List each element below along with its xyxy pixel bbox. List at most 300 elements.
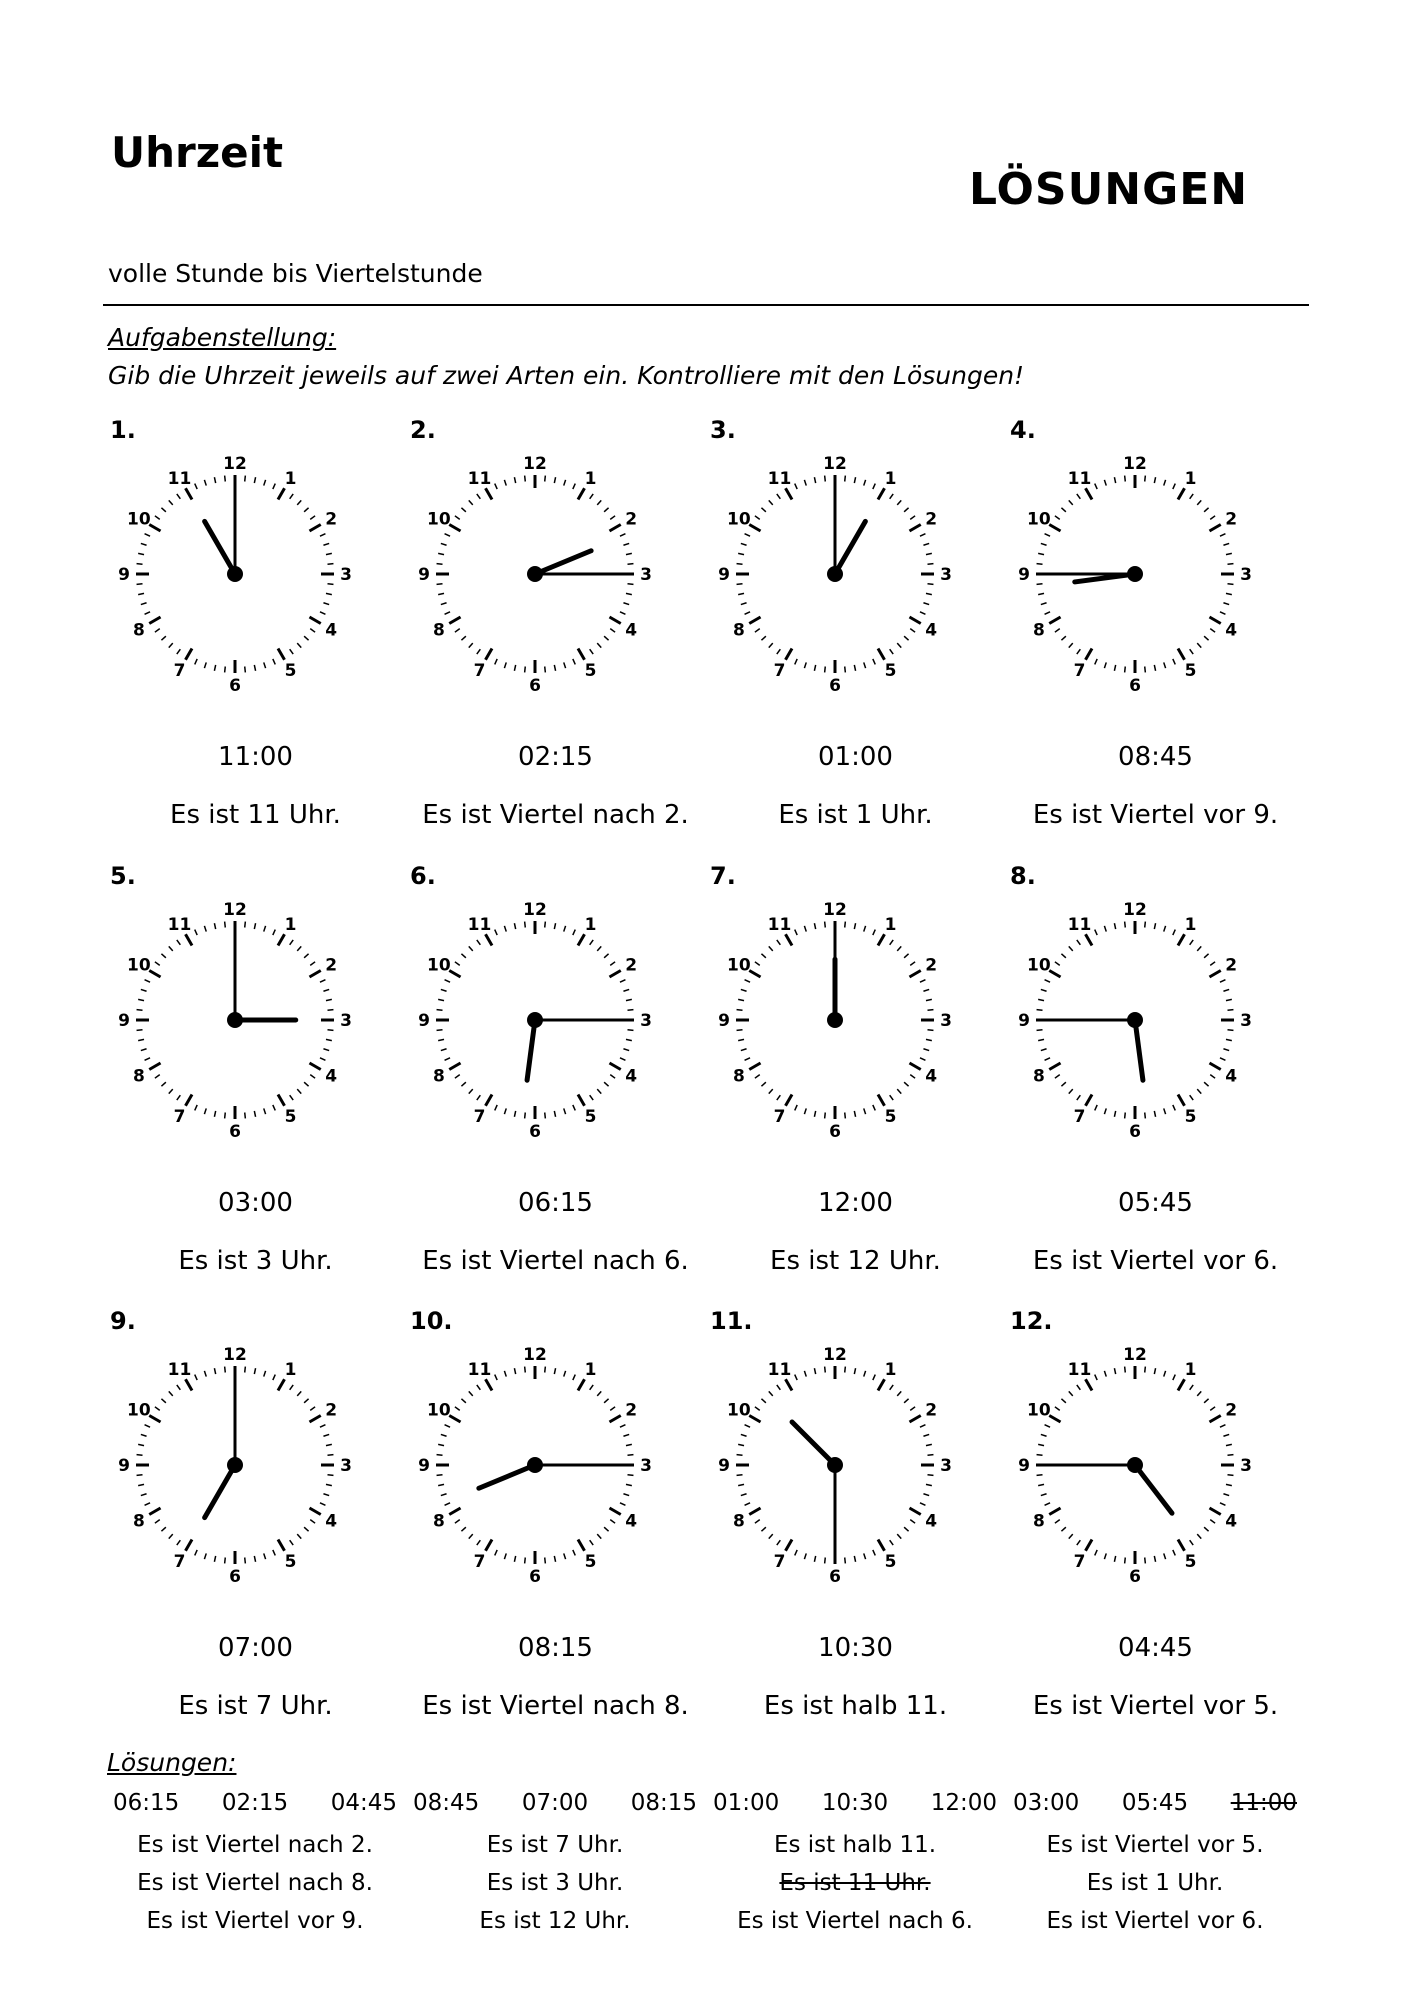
minute-tick [1190,1540,1194,1545]
minute-tick [1223,603,1229,605]
minute-tick [525,666,526,672]
clock-number: 11 [767,468,792,489]
minute-tick [1210,629,1215,633]
exercise-7 [705,862,1006,1302]
clock-number: 1 [284,914,297,935]
hour-tick [749,1063,760,1070]
minute-tick [161,508,165,512]
clock-number: 9 [118,1456,130,1476]
minute-tick [137,564,143,565]
minute-tick [627,564,633,565]
minute-tick [845,476,846,482]
clock-number: 6 [829,1122,841,1142]
time-in-words: Es ist Viertel vor 5. [1032,1691,1279,1721]
minute-tick [327,1475,333,1476]
clock-number: 11 [467,1359,492,1380]
minute-tick [445,1058,450,1060]
minute-tick [604,636,608,640]
minute-tick [1154,1556,1155,1562]
minute-tick [138,999,144,1000]
hour-hand [792,1422,835,1465]
minute-tick [1045,980,1050,982]
minute-tick [264,480,266,486]
minute-tick [1204,636,1208,640]
minute-tick [514,923,515,929]
clock-number: 1 [284,468,297,489]
minute-tick [254,1111,255,1117]
minute-tick [141,989,147,991]
minute-tick [297,1534,301,1538]
minute-tick [597,643,601,647]
clock-number: 8 [732,1511,745,1532]
minute-tick [445,1425,450,1427]
minute-tick [623,1049,629,1051]
analog-clock [417,1335,652,1595]
minute-tick [1145,1112,1146,1118]
minute-tick [310,629,315,633]
hour-tick [909,525,920,532]
minute-tick [137,1475,143,1476]
minute-tick [495,930,497,935]
exercise-8 [1005,862,1306,1302]
clock-number: 1 [584,1359,597,1380]
digital-time: 10:30 [818,1633,893,1663]
minute-tick [437,1010,443,1011]
minute-tick [254,1368,255,1374]
clock-number: 9 [418,1456,430,1476]
minute-tick [1220,980,1225,982]
clock-number: 7 [173,1107,186,1128]
time-in-words: Es ist 11 Uhr. [170,800,341,830]
minute-tick [1145,1367,1146,1373]
hour-tick [278,1094,285,1105]
exercise-number: 6. [410,862,436,890]
minute-tick [320,1503,325,1505]
hour-tick [1086,934,1093,945]
minute-tick [304,954,308,958]
minute-tick [1045,1425,1050,1427]
minute-tick [910,962,915,966]
minute-tick [326,553,332,554]
minute-tick [873,1105,875,1110]
hour-tick [1178,488,1185,499]
hour-tick [486,488,493,499]
hour-tick [1086,1379,1093,1390]
minute-tick [904,1082,908,1086]
solution-time: 07:00 [521,1790,589,1816]
minute-tick [910,1075,915,1079]
hour-tick [1049,1416,1060,1423]
minute-tick [514,1556,515,1562]
minute-tick [145,534,150,536]
clock-number: 12 [223,1345,247,1365]
hour-tick [186,1094,193,1105]
clock-number: 5 [584,661,597,682]
minute-tick [304,1082,308,1086]
time-in-words: Es ist 7 Uhr. [178,1691,333,1721]
clock-number: 1 [284,1359,297,1380]
clock-number: 4 [925,1066,938,1087]
exercise-number: 8. [1010,862,1036,890]
minute-tick [1197,1534,1201,1538]
minute-tick [1041,1494,1047,1496]
minute-tick [327,1010,333,1011]
digital-time: 03:00 [218,1188,293,1218]
minute-tick [477,649,481,654]
clock-number: 10 [1027,955,1051,976]
solution-time: 08:15 [630,1790,697,1816]
minute-tick [141,543,147,545]
minute-tick [1041,1049,1047,1051]
minute-tick [1197,946,1201,950]
task-text: Gib die Uhrzeit jeweils auf zwei Arten ein. Kontrolliere mit den Lösungen! [108,361,1025,390]
minute-tick [1173,659,1175,664]
exercise-number: 3. [710,416,736,444]
minute-tick [737,584,743,585]
minute-tick [864,662,866,668]
clock-number: 7 [1073,1107,1086,1128]
minute-tick [741,1494,747,1496]
clock-number: 5 [884,1552,897,1573]
minute-tick [1226,999,1232,1000]
clock-number: 12 [523,1345,547,1365]
hour-tick [309,1416,320,1423]
minute-tick [761,636,765,640]
minute-tick [254,477,255,483]
clock-number: 7 [773,1107,786,1128]
clock-number: 11 [1067,914,1092,935]
minute-tick [469,1391,473,1395]
minute-tick [804,1553,806,1559]
clock-number: 10 [727,1400,751,1421]
analog-clock [717,890,952,1150]
time-in-words: Es ist 3 Uhr. [178,1246,333,1276]
minute-tick [890,1540,894,1545]
minute-tick [1173,1375,1175,1380]
minute-tick [904,954,908,958]
minute-tick [1045,1503,1050,1505]
solution-phrase: Es ist Viertel nach 6. [737,1908,973,1934]
analog-clock [117,444,352,704]
digital-time: 01:00 [818,742,893,772]
minute-tick [445,980,450,982]
minute-tick [169,1391,173,1395]
exercise-3 [705,416,1006,856]
minute-tick [1104,480,1106,486]
minute-tick [761,954,765,958]
minute-tick [264,1553,266,1559]
clock-number: 1 [584,914,597,935]
minute-tick [1226,593,1232,594]
minute-tick [245,1557,246,1563]
exercise-1 [105,416,406,856]
clock-number: 7 [173,661,186,682]
minute-tick [155,962,160,966]
minute-tick [225,1112,226,1118]
minute-tick [290,1095,294,1100]
minute-tick [225,922,226,928]
minute-tick [554,665,555,671]
minute-tick [1037,564,1043,565]
minute-tick [1210,1520,1215,1524]
minute-tick [1037,1010,1043,1011]
digital-time: 11:00 [218,742,293,772]
clock-number: 1 [1184,914,1197,935]
minute-tick [1037,1455,1043,1456]
minute-tick [441,543,447,545]
minute-tick [795,484,797,489]
minute-tick [145,980,150,982]
minute-tick [1154,1368,1155,1374]
minute-tick [525,1112,526,1118]
minute-tick [926,1444,932,1445]
hour-tick [449,971,460,978]
minute-tick [620,612,625,614]
minute-tick [573,930,575,935]
minute-tick [610,1520,615,1524]
minute-tick [1125,1557,1126,1563]
hour-tick [1178,934,1185,945]
minute-tick [1104,1371,1106,1377]
minute-tick [297,1391,301,1395]
time-in-words: Es ist Viertel vor 9. [1032,800,1279,830]
hour-tick [449,617,460,624]
minute-tick [214,1556,215,1562]
minute-tick [564,1553,566,1559]
digital-time: 06:15 [518,1188,593,1218]
clock-number: 7 [1073,1552,1086,1573]
minute-tick [273,1105,275,1110]
minute-tick [814,1368,815,1374]
minute-tick [545,666,546,672]
minute-tick [795,930,797,935]
solution-time: 10:30 [821,1790,889,1816]
minute-tick [910,629,915,633]
minute-tick [1223,543,1229,545]
minute-tick [926,593,932,594]
minute-tick [514,665,515,671]
minute-tick [504,1371,506,1377]
minute-tick [1173,1550,1175,1555]
exercise-number: 5. [110,862,136,890]
minute-tick [620,534,625,536]
minute-tick [441,989,447,991]
minute-tick [1204,1082,1208,1086]
digital-time: 12:00 [818,1188,893,1218]
minute-tick [1145,922,1146,928]
clock-number: 8 [432,620,445,641]
minute-tick [814,1111,815,1117]
minute-tick [804,926,806,932]
hour-hand [205,1465,235,1518]
minute-tick [545,922,546,928]
minute-tick [1038,553,1044,554]
minute-tick [864,1553,866,1559]
minute-tick [495,1550,497,1555]
minute-tick [795,1375,797,1380]
minute-tick [741,989,747,991]
minute-tick [290,494,294,499]
minute-tick [225,1367,226,1373]
minute-tick [590,649,594,654]
clock-number: 8 [1032,1511,1045,1532]
exercise-9 [105,1307,406,1747]
minute-tick [327,564,333,565]
hour-tick [1178,1539,1185,1550]
minute-tick [761,508,765,512]
minute-tick [897,1089,901,1093]
minute-tick [755,516,760,520]
minute-tick [769,1089,773,1093]
minute-tick [1154,1111,1155,1117]
solutions-heading: Lösungen: [107,1748,237,1777]
clock-number: 3 [340,565,352,585]
minute-tick [1055,1520,1060,1524]
minute-tick [1173,1105,1175,1110]
hour-tick [609,1416,620,1423]
minute-tick [327,584,333,585]
minute-tick [927,1455,933,1456]
hour-hand [205,521,235,574]
minute-tick [137,1010,143,1011]
minute-tick [514,1368,515,1374]
solution-time-crossed-out: 11:00 [1230,1790,1297,1816]
minute-tick [738,999,744,1000]
minute-tick [626,1484,632,1485]
minute-tick [445,1503,450,1505]
clock-number: 11 [467,914,492,935]
minute-tick [738,553,744,554]
minute-tick [564,926,566,932]
minute-tick [195,1105,197,1110]
minute-tick [777,494,781,499]
minute-tick [264,1108,266,1114]
minute-tick [1037,584,1043,585]
minute-tick [1095,1375,1097,1380]
minute-tick [1190,1385,1194,1390]
solution-phrase-crossed-out: Es ist 11 Uhr. [779,1870,931,1896]
minute-tick [804,1108,806,1114]
minute-tick [1061,1399,1065,1403]
solution-time: 05:45 [1121,1790,1189,1816]
minute-tick [1038,999,1044,1000]
minute-tick [177,494,181,499]
minute-tick [777,1540,781,1545]
minute-tick [1173,484,1175,489]
clock-center-dot [1127,1012,1143,1028]
minute-tick [1227,1455,1233,1456]
hour-tick [1209,1416,1220,1423]
minute-tick [514,1111,515,1117]
exercise-6 [405,862,706,1302]
minute-tick [623,603,629,605]
minute-tick [138,593,144,594]
clock-number: 3 [940,1456,952,1476]
minute-tick [1226,1039,1232,1040]
minute-tick [1077,940,1081,945]
minute-tick [564,662,566,668]
minute-tick [926,999,932,1000]
minute-tick [626,553,632,554]
minute-tick [1204,1527,1208,1531]
clock-number: 5 [1184,1552,1197,1573]
minute-tick [926,1484,932,1485]
minute-tick [1197,1089,1201,1093]
digital-time: 08:45 [1118,742,1193,772]
minute-tick [769,643,773,647]
minute-tick [597,500,601,504]
minute-tick [554,923,555,929]
minute-tick [626,1444,632,1445]
clock-number: 7 [473,1107,486,1128]
minute-tick [525,922,526,928]
clock-number: 2 [325,509,338,530]
hour-tick [486,648,493,659]
hour-tick [1049,617,1060,624]
hour-tick [1209,617,1220,624]
hour-tick [1086,648,1093,659]
minute-tick [554,477,555,483]
minute-tick [455,1407,460,1411]
minute-tick [177,1540,181,1545]
minute-tick [290,940,294,945]
minute-tick [1061,954,1065,958]
minute-tick [304,1527,308,1531]
solution-phrase: Es ist Viertel nach 8. [137,1870,373,1896]
minute-tick [927,564,933,565]
minute-tick [845,666,846,672]
clock-number: 3 [1240,1011,1252,1031]
minute-tick [804,1371,806,1377]
minute-tick [573,1105,575,1110]
minute-tick [627,584,633,585]
minute-tick [1226,1444,1232,1445]
minute-tick [1197,643,1201,647]
solution-phrase: Es ist Viertel vor 9. [146,1908,364,1934]
minute-tick [745,1058,750,1060]
minute-tick [795,659,797,664]
clock-number: 4 [925,1511,938,1532]
clock-center-dot [527,1457,543,1473]
clock-number: 4 [325,1511,338,1532]
minute-tick [441,1434,447,1436]
minute-tick [769,946,773,950]
solution-phrase: Es ist Viertel nach 2. [137,1832,373,1858]
clock-number: 8 [732,620,745,641]
minute-tick [769,1534,773,1538]
minute-tick [264,1371,266,1377]
minute-tick [737,564,743,565]
minute-tick [737,1475,743,1476]
clock-center-dot [227,566,243,582]
minute-tick [825,1367,826,1373]
minute-tick [141,1049,147,1051]
minute-tick [245,1367,246,1373]
clock-number: 11 [767,1359,792,1380]
clock-number: 1 [584,468,597,489]
minute-tick [873,1550,875,1555]
minute-tick [777,649,781,654]
clock-number: 3 [1240,1456,1252,1476]
minute-tick [554,1111,555,1117]
minute-tick [920,1425,925,1427]
clock-number: 8 [1032,620,1045,641]
minute-tick [604,954,608,958]
minute-tick [926,1039,932,1040]
digital-time: 05:45 [1118,1188,1193,1218]
analog-clock [117,1335,352,1595]
clock-number: 3 [940,565,952,585]
